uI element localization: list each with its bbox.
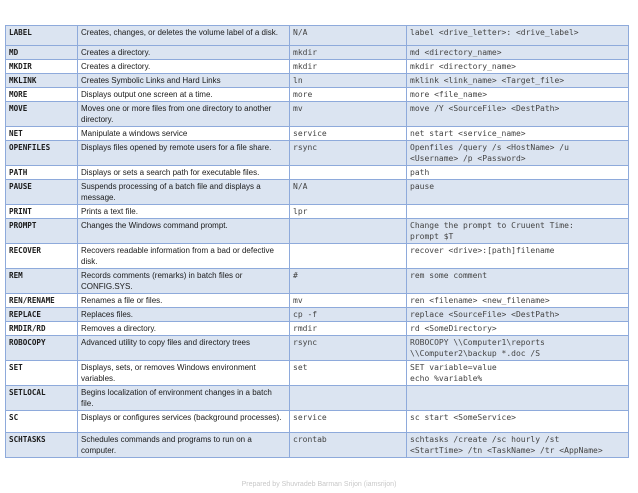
unix-equivalent-cell: service xyxy=(290,127,407,141)
command-cell: MORE xyxy=(6,88,78,102)
description-cell: Creates a directory. xyxy=(78,46,290,60)
command-cell: PRINT xyxy=(6,205,78,219)
command-cell: REM xyxy=(6,269,78,294)
example-cell xyxy=(407,386,629,411)
table-row xyxy=(6,60,629,74)
command-cell: SET xyxy=(6,361,78,386)
description-cell: Changes the Windows command prompt. xyxy=(78,219,290,244)
command-cell: MKDIR xyxy=(6,60,78,74)
unix-equivalent-cell: crontab xyxy=(290,433,407,458)
description-cell: Replaces files. xyxy=(78,308,290,322)
example-cell: ROBOCOPY \\Computer1\reports \\Computer2\backup *.doc /S xyxy=(407,336,629,361)
example-cell: sc start <SomeService> xyxy=(407,411,629,433)
unix-equivalent-cell: rsync xyxy=(290,336,407,361)
description-cell: Recovers readable information from a bad or defective disk. xyxy=(78,244,290,269)
example-cell: replace <SourceFile> <DestPath> xyxy=(407,308,629,322)
description-cell: Renames a file or files. xyxy=(78,294,290,308)
unix-equivalent-cell: service xyxy=(290,411,407,433)
unix-equivalent-cell: set xyxy=(290,361,407,386)
example-cell: pause xyxy=(407,180,629,205)
example-cell: SET variable=value echo %variable% xyxy=(407,361,629,386)
unix-equivalent-cell: rsync xyxy=(290,141,407,166)
unix-equivalent-cell: mkdir xyxy=(290,46,407,60)
table-row xyxy=(6,127,629,141)
command-cell: LABEL xyxy=(6,26,78,46)
command-cell: MD xyxy=(6,46,78,60)
example-cell: rd <SomeDirectory> xyxy=(407,322,629,336)
table-row xyxy=(6,141,629,166)
unix-equivalent-cell: lpr xyxy=(290,205,407,219)
example-cell: Change the prompt to Cruuent Time: prompt $T xyxy=(407,219,629,244)
description-cell: Removes a directory. xyxy=(78,322,290,336)
command-cell: RMDIR/RD xyxy=(6,322,78,336)
description-cell: Records comments (remarks) in batch files or CONFIG.SYS. xyxy=(78,269,290,294)
unix-equivalent-cell: cp -f xyxy=(290,308,407,322)
table-row xyxy=(6,46,629,60)
table-row xyxy=(6,26,629,46)
example-cell: path xyxy=(407,166,629,180)
description-cell: Prints a text file. xyxy=(78,205,290,219)
example-cell: rem some comment xyxy=(407,269,629,294)
unix-equivalent-cell: N/A xyxy=(290,26,407,46)
example-cell: label <drive_letter>: <drive_label> xyxy=(407,26,629,46)
example-cell: md <directory_name> xyxy=(407,46,629,60)
command-cell: SC xyxy=(6,411,78,433)
table-row xyxy=(6,322,629,336)
example-cell: recover <drive>:[path]filename xyxy=(407,244,629,269)
command-cell: SCHTASKS xyxy=(6,433,78,458)
description-cell: Displays files opened by remote users for a file share. xyxy=(78,141,290,166)
example-cell: mkdir <directory_name> xyxy=(407,60,629,74)
unix-equivalent-cell xyxy=(290,244,407,269)
command-cell: ROBOCOPY xyxy=(6,336,78,361)
command-cell: PATH xyxy=(6,166,78,180)
example-cell: ren <filename> <new_filename> xyxy=(407,294,629,308)
description-cell: Displays output one screen at a time. xyxy=(78,88,290,102)
description-cell: Manipulate a windows service xyxy=(78,127,290,141)
unix-equivalent-cell xyxy=(290,386,407,411)
example-cell xyxy=(407,205,629,219)
example-cell: mklink <link_name> <Target_file> xyxy=(407,74,629,88)
example-cell: move /Y <SourceFile> <DestPath> xyxy=(407,102,629,127)
table-row xyxy=(6,180,629,205)
description-cell: Displays or configures services (background processes). xyxy=(78,411,290,433)
command-cell: PROMPT xyxy=(6,219,78,244)
command-cell: REPLACE xyxy=(6,308,78,322)
description-cell: Displays or sets a search path for executable files. xyxy=(78,166,290,180)
table-row xyxy=(6,88,629,102)
table-row xyxy=(6,244,629,269)
command-cell: MOVE xyxy=(6,102,78,127)
unix-equivalent-cell: rmdir xyxy=(290,322,407,336)
table-row xyxy=(6,269,629,294)
table-row xyxy=(6,411,629,433)
unix-equivalent-cell xyxy=(290,219,407,244)
description-cell: Advanced utility to copy files and directory trees xyxy=(78,336,290,361)
example-cell: net start <service_name> xyxy=(407,127,629,141)
table-row xyxy=(6,336,629,361)
unix-equivalent-cell: more xyxy=(290,88,407,102)
footer-credit: Prepared by Shuvradeb Barman Srijon (iamsrijon) xyxy=(241,481,397,488)
table-row xyxy=(6,74,629,88)
unix-equivalent-cell xyxy=(290,166,407,180)
unix-equivalent-cell: mv xyxy=(290,294,407,308)
description-cell: Suspends processing of a batch file and displays a message. xyxy=(78,180,290,205)
unix-equivalent-cell: mkdir xyxy=(290,60,407,74)
description-cell: Begins localization of environment changes in a batch file. xyxy=(78,386,290,411)
example-cell: schtasks /create /sc hourly /st <StartTime> /tn <TaskName> /tr <AppName> xyxy=(407,433,629,458)
command-table-body xyxy=(6,26,629,458)
unix-equivalent-cell: ln xyxy=(290,74,407,88)
table-row xyxy=(6,308,629,322)
command-cell: OPENFILES xyxy=(6,141,78,166)
table-row xyxy=(6,102,629,127)
table-row xyxy=(6,386,629,411)
table-row xyxy=(6,361,629,386)
description-cell: Moves one or more files from one directory to another directory. xyxy=(78,102,290,127)
command-cell: SETLOCAL xyxy=(6,386,78,411)
example-cell: Openfiles /query /s <HostName> /u <Username> /p <Password> xyxy=(407,141,629,166)
command-cell: REN/RENAME xyxy=(6,294,78,308)
table-row xyxy=(6,166,629,180)
description-cell: Displays, sets, or removes Windows environment variables. xyxy=(78,361,290,386)
unix-equivalent-cell: mv xyxy=(290,102,407,127)
description-cell: Schedules commands and programs to run on a computer. xyxy=(78,433,290,458)
command-cell: PAUSE xyxy=(6,180,78,205)
description-cell: Creates Symbolic Links and Hard Links xyxy=(78,74,290,88)
table-row xyxy=(6,205,629,219)
command-table xyxy=(5,25,629,458)
unix-equivalent-cell: N/A xyxy=(290,180,407,205)
command-table-container xyxy=(5,25,628,458)
table-row xyxy=(6,433,629,458)
description-cell: Creates a directory. xyxy=(78,60,290,74)
command-cell: NET xyxy=(6,127,78,141)
description-cell: Creates, changes, or deletes the volume label of a disk. xyxy=(78,26,290,46)
command-cell: MKLINK xyxy=(6,74,78,88)
command-cell: RECOVER xyxy=(6,244,78,269)
unix-equivalent-cell: # xyxy=(290,269,407,294)
table-row xyxy=(6,219,629,244)
table-row xyxy=(6,294,629,308)
example-cell: more <file_name> xyxy=(407,88,629,102)
